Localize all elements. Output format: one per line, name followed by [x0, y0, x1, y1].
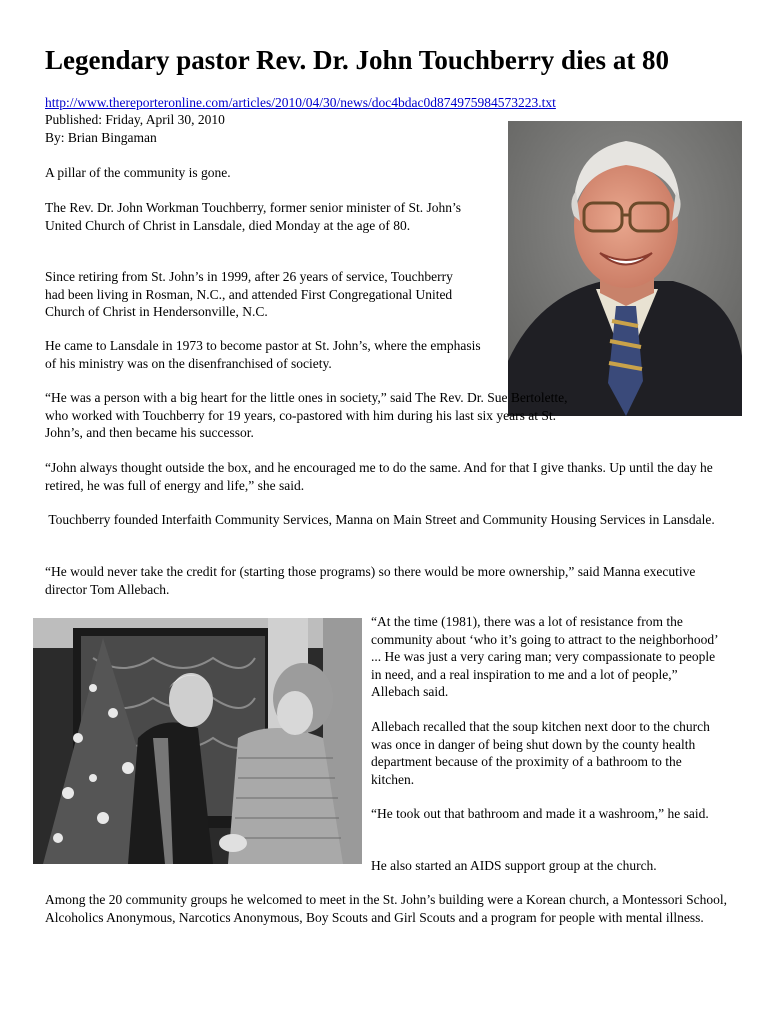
paragraph-12: He also started an AIDS support group at the church.: [371, 858, 657, 873]
paragraph-3: Since retiring from St. John’s in 1999, after 26 years of service, Touchberry had been living in Rosman, N.C., and attended First Congregational United Church of Christ in Hendersonville, N.C.: [45, 269, 453, 319]
paragraph-9: “At the time (1981), there was a lot of resistance from the community about ‘who it’s going to attract to the neighborhood’ ... He was just a very caring man; very compassionate to people in need, and a real inspiration to me and a lot of people,” Allebach said.: [371, 614, 718, 699]
ceremony-photo: [33, 618, 362, 864]
published-date: Published: Friday, April 30, 2010: [45, 112, 225, 127]
paragraph-7: Touchberry founded Interfaith Community Services, Manna on Main Street and Community Housing Services in Lansdale.: [45, 512, 715, 527]
paragraph-6: “John always thought outside the box, and he encouraged me to do the same. And for that I give thanks. Up until the day he retired, he was full of energy and life,” she said.: [45, 460, 713, 493]
paragraph-5: “He was a person with a big heart for the little ones in society,” said The Rev. Dr. Sue Bertolette, who worked with Touchberry for 19 years, co-pastored with him during his last six years at St. John’s, and then became his successor.: [45, 390, 568, 440]
byline: By: Brian Bingaman: [45, 130, 157, 145]
paragraph-4: He came to Lansdale in 1973 to become pastor at St. John’s, where the emphasis of his ministry was on the disenfranchised of society.: [45, 338, 481, 371]
paragraph-11: “He took out that bathroom and made it a washroom,” he said.: [371, 806, 709, 821]
paragraph-2: The Rev. Dr. John Workman Touchberry, former senior minister of St. John’s United Church of Christ in Lansdale, died Monday at the age of 80.: [45, 200, 462, 233]
article-title: Legendary pastor Rev. Dr. John Touchberry dies at 80: [45, 45, 670, 75]
paragraph-10: Allebach recalled that the soup kitchen next door to the church was once in danger of being shut down by the county health department because of the proximity of a bathroom to the kitchen.: [371, 719, 710, 787]
paragraph-1: A pillar of the community is gone.: [45, 165, 231, 180]
article-url-link[interactable]: http://www.thereporteronline.com/articles/2010/04/30/news/doc4bdac0d874975984573223.txt: [45, 95, 556, 110]
paragraph-13: Among the 20 community groups he welcomed to meet in the St. John’s building were a Korean church, a Montessori School, Alcoholics Anonymous, Narcotics Anonymous, Boy Scouts and Girl Scouts and a program for people with mental illness.: [45, 892, 728, 925]
portrait-photo: [508, 121, 742, 416]
paragraph-8: “He would never take the credit for (starting those programs) so there would be more ownership,” said Manna executive director Tom Allebach.: [45, 564, 696, 597]
